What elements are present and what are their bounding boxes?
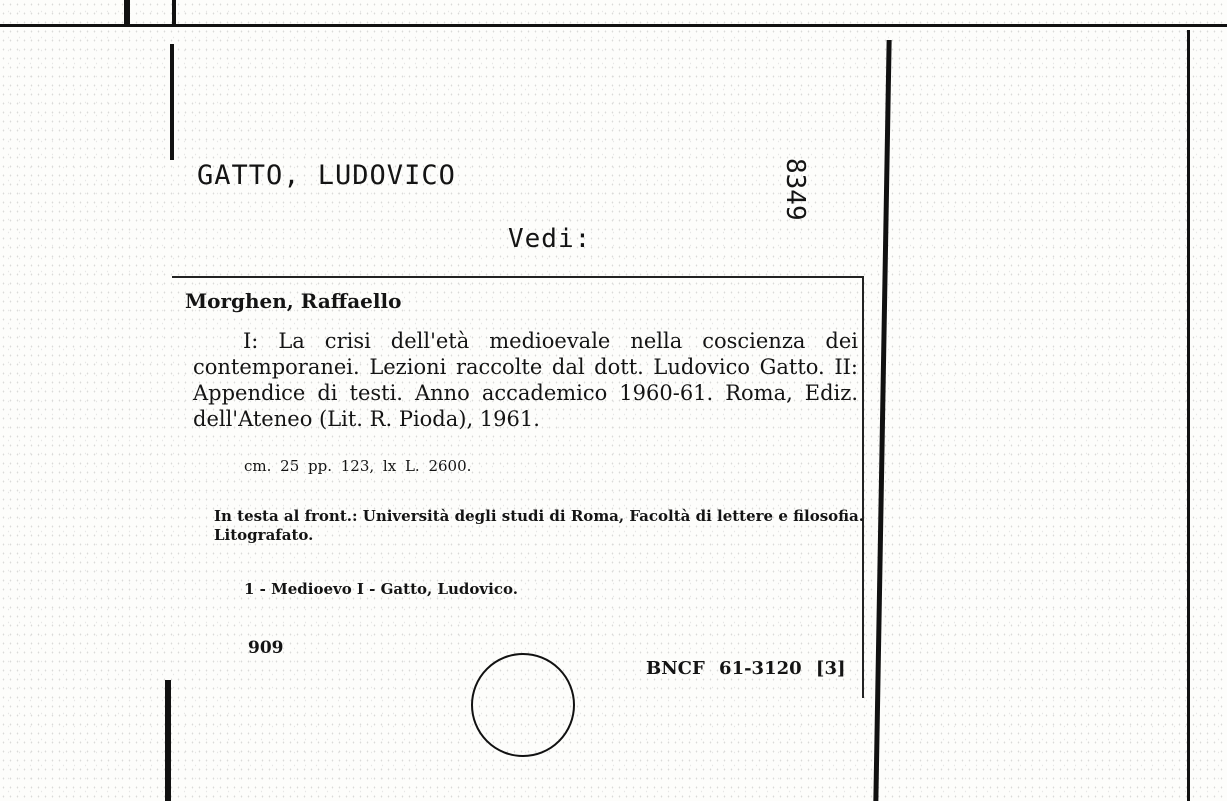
- card-collation: cm. 25 pp. 123, lx L. 2600.: [244, 457, 472, 475]
- bncf-number: BNCF 61-3120 [3]: [646, 658, 846, 679]
- heading-name: GATTO, LUDOVICO: [197, 160, 456, 191]
- card-author: Morghen, Raffaello: [185, 289, 402, 313]
- far-right-edge: [1187, 30, 1190, 801]
- card-description: [193, 328, 858, 432]
- left-card-edge-bottom: [165, 680, 171, 801]
- class-number: 909: [248, 638, 284, 658]
- call-number: 8349: [780, 158, 810, 221]
- punch-hole: [471, 653, 575, 757]
- top-edge-line: [0, 24, 1227, 27]
- top-left-mark: [124, 0, 130, 24]
- card-note: In testa al front.: Università degli studi di Roma, Facoltà di lettere e filosofia. Litografato.: [214, 507, 864, 544]
- description-text: I: La crisi dell'età medioevale nella coscienza dei contemporanei. Lezioni raccolte dal dott. Ludovico Gatto. II: Appendice di testi. Anno accademico 1960-61. Roma, Ediz. dell'Ateneo (Lit. R. Pioda), 1961.: [193, 329, 858, 431]
- top-left-mark-2: [172, 0, 176, 24]
- left-card-edge-top: [170, 44, 174, 160]
- see-label: Vedi:: [508, 224, 592, 254]
- card-subjects: 1 - Medioevo I - Gatto, Ludovico.: [244, 580, 518, 598]
